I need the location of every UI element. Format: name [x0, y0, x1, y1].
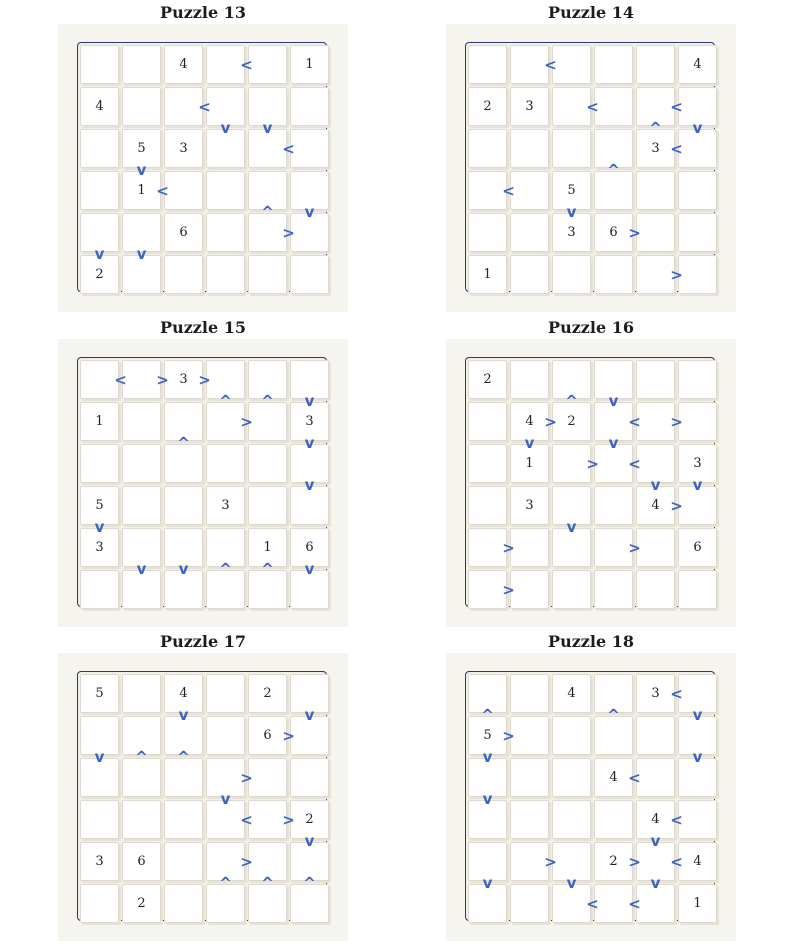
grid-cell[interactable]: [164, 884, 203, 923]
up-inequality-sign: ^: [649, 118, 662, 137]
down-inequality-sign: v: [482, 873, 493, 892]
given-number: 2: [567, 413, 576, 429]
greater-than-sign: >: [198, 370, 211, 389]
grid-cell[interactable]: [510, 800, 549, 839]
up-inequality-sign: ^: [481, 705, 494, 724]
down-inequality-sign: v: [482, 789, 493, 808]
down-inequality-sign: v: [304, 475, 315, 494]
down-inequality-sign: v: [94, 244, 105, 263]
grid-cell[interactable]: [80, 570, 119, 609]
greater-than-sign: >: [240, 768, 253, 787]
grid-cell[interactable]: [80, 45, 119, 84]
grid-cell[interactable]: [678, 360, 717, 399]
grid-cell[interactable]: [552, 255, 591, 294]
down-inequality-sign: v: [692, 747, 703, 766]
greater-than-sign: >: [282, 810, 295, 829]
puzzle-board: [465, 671, 715, 921]
less-than-sign: <: [240, 810, 253, 829]
grid-cell[interactable]: [552, 716, 591, 755]
grid-cell[interactable]: [206, 255, 245, 294]
down-inequality-sign: v: [566, 517, 577, 536]
greater-than-sign: >: [502, 538, 515, 557]
less-than-sign: <: [628, 894, 641, 913]
given-number: 2: [609, 853, 618, 869]
greater-than-sign: >: [670, 412, 683, 431]
grid-cell[interactable]: [636, 360, 675, 399]
grid-cell[interactable]: [206, 674, 245, 713]
greater-than-sign: >: [670, 265, 683, 284]
given-number: 4: [179, 56, 188, 72]
given-number: 3: [651, 140, 660, 156]
greater-than-sign: >: [544, 852, 557, 871]
grid-cell[interactable]: [510, 255, 549, 294]
grid-cell[interactable]: [510, 716, 549, 755]
down-inequality-sign: v: [304, 202, 315, 221]
less-than-sign: <: [670, 684, 683, 703]
grid-cell[interactable]: [290, 87, 329, 126]
given-number: 4: [693, 56, 702, 72]
puzzle-title: Puzzle 18: [548, 632, 634, 651]
given-number: 4: [651, 497, 660, 513]
given-number: 5: [137, 140, 146, 156]
puzzle-panel: [446, 24, 736, 312]
puzzle-panel: [446, 653, 736, 941]
down-inequality-sign: v: [608, 433, 619, 452]
puzzle-panel: [58, 24, 348, 312]
grid-cell[interactable]: [510, 758, 549, 797]
given-number: 2: [95, 266, 104, 282]
up-inequality-sign: ^: [261, 873, 274, 892]
grid-cell[interactable]: [164, 171, 203, 210]
given-number: 6: [693, 539, 702, 555]
given-number: 4: [525, 413, 534, 429]
given-number: 4: [693, 853, 702, 869]
puzzle-board: [465, 357, 715, 607]
grid-cell[interactable]: [510, 360, 549, 399]
grid-cell[interactable]: [122, 674, 161, 713]
up-inequality-sign: ^: [219, 873, 232, 892]
down-inequality-sign: v: [304, 705, 315, 724]
given-number: 6: [305, 539, 314, 555]
grid-cell[interactable]: [80, 444, 119, 483]
given-number: 2: [263, 685, 272, 701]
given-number: 5: [95, 685, 104, 701]
less-than-sign: <: [586, 97, 599, 116]
given-number: 4: [609, 769, 618, 785]
down-inequality-sign: v: [94, 747, 105, 766]
less-than-sign: <: [156, 181, 169, 200]
down-inequality-sign: v: [692, 475, 703, 494]
grid-cell[interactable]: [248, 45, 287, 84]
puzzle-panel: [446, 339, 736, 627]
greater-than-sign: >: [240, 852, 253, 871]
down-inequality-sign: v: [220, 789, 231, 808]
down-inequality-sign: v: [136, 559, 147, 578]
grid-cell[interactable]: [122, 87, 161, 126]
grid-cell[interactable]: [636, 716, 675, 755]
grid-cell[interactable]: [290, 255, 329, 294]
down-inequality-sign: v: [220, 118, 231, 137]
grid-cell[interactable]: [636, 45, 675, 84]
grid-cell[interactable]: [510, 171, 549, 210]
given-number: 3: [95, 539, 104, 555]
puzzle-panel: [58, 339, 348, 627]
down-inequality-sign: v: [482, 747, 493, 766]
grid-cell[interactable]: [206, 171, 245, 210]
grid-cell[interactable]: [552, 758, 591, 797]
up-inequality-sign: ^: [177, 747, 190, 766]
given-number: 4: [179, 685, 188, 701]
puzzle-board: [77, 42, 327, 292]
given-number: 1: [483, 266, 492, 282]
down-inequality-sign: v: [566, 873, 577, 892]
puzzle-board: [77, 357, 327, 607]
grid-cell[interactable]: [164, 842, 203, 881]
greater-than-sign: >: [282, 223, 295, 242]
given-number: 3: [305, 413, 314, 429]
grid-cell[interactable]: [468, 486, 507, 525]
grid-cell[interactable]: [678, 402, 717, 441]
grid-cell[interactable]: [552, 570, 591, 609]
grid-cell[interactable]: [510, 213, 549, 252]
given-number: 3: [693, 455, 702, 471]
given-number: 3: [525, 497, 534, 513]
grid-cell[interactable]: [290, 129, 329, 168]
grid-cell[interactable]: [468, 213, 507, 252]
less-than-sign: <: [240, 55, 253, 74]
greater-than-sign: >: [240, 412, 253, 431]
grid-cell[interactable]: [164, 255, 203, 294]
given-number: 4: [95, 98, 104, 114]
given-number: 3: [179, 140, 188, 156]
down-inequality-sign: v: [304, 559, 315, 578]
given-number: 2: [305, 811, 314, 827]
given-number: 6: [609, 224, 618, 240]
given-number: 6: [263, 727, 272, 743]
given-number: 5: [567, 182, 576, 198]
grid-cell[interactable]: [510, 884, 549, 923]
given-number: 2: [483, 371, 492, 387]
given-number: 1: [263, 539, 272, 555]
down-inequality-sign: v: [178, 559, 189, 578]
less-than-sign: <: [628, 454, 641, 473]
given-number: 1: [95, 413, 104, 429]
grid-cell[interactable]: [678, 570, 717, 609]
up-inequality-sign: ^: [177, 433, 190, 452]
given-number: 6: [137, 853, 146, 869]
greater-than-sign: >: [502, 580, 515, 599]
down-inequality-sign: v: [136, 244, 147, 263]
grid-cell[interactable]: [594, 570, 633, 609]
given-number: 3: [179, 371, 188, 387]
down-inequality-sign: v: [304, 433, 315, 452]
grid-cell[interactable]: [206, 444, 245, 483]
up-inequality-sign: ^: [219, 559, 232, 578]
puzzle-board: [465, 42, 715, 292]
less-than-sign: <: [282, 139, 295, 158]
down-inequality-sign: v: [692, 705, 703, 724]
given-number: 3: [567, 224, 576, 240]
grid-cell[interactable]: [636, 758, 675, 797]
grid-cell[interactable]: [248, 444, 287, 483]
grid-cell[interactable]: [594, 87, 633, 126]
greater-than-sign: >: [156, 370, 169, 389]
less-than-sign: <: [670, 97, 683, 116]
grid-cell[interactable]: [248, 758, 287, 797]
grid-cell[interactable]: [80, 800, 119, 839]
given-number: 4: [567, 685, 576, 701]
grid-cell[interactable]: [80, 884, 119, 923]
grid-cell[interactable]: [122, 486, 161, 525]
puzzle-title: Puzzle 17: [160, 632, 246, 651]
grid-cell[interactable]: [80, 171, 119, 210]
down-inequality-sign: v: [178, 705, 189, 724]
grid-cell[interactable]: [510, 528, 549, 567]
grid-cell[interactable]: [636, 570, 675, 609]
grid-cell[interactable]: [678, 171, 717, 210]
less-than-sign: <: [198, 97, 211, 116]
down-inequality-sign: v: [262, 118, 273, 137]
up-inequality-sign: ^: [261, 391, 274, 410]
less-than-sign: <: [544, 55, 557, 74]
grid-cell[interactable]: [678, 213, 717, 252]
given-number: 5: [95, 497, 104, 513]
given-number: 3: [651, 685, 660, 701]
given-number: 3: [221, 497, 230, 513]
less-than-sign: <: [114, 370, 127, 389]
less-than-sign: <: [670, 852, 683, 871]
grid-cell[interactable]: [122, 800, 161, 839]
less-than-sign: <: [502, 181, 515, 200]
greater-than-sign: >: [628, 223, 641, 242]
grid-cell[interactable]: [594, 45, 633, 84]
grid-cell[interactable]: [510, 570, 549, 609]
down-inequality-sign: v: [650, 475, 661, 494]
up-inequality-sign: ^: [219, 391, 232, 410]
grid-cell[interactable]: [594, 800, 633, 839]
grid-cell[interactable]: [248, 486, 287, 525]
grid-cell[interactable]: [636, 171, 675, 210]
greater-than-sign: >: [670, 496, 683, 515]
grid-cell[interactable]: [510, 674, 549, 713]
less-than-sign: <: [670, 139, 683, 158]
up-inequality-sign: ^: [607, 160, 620, 179]
grid-cell[interactable]: [594, 255, 633, 294]
up-inequality-sign: ^: [135, 747, 148, 766]
grid-cell[interactable]: [552, 45, 591, 84]
down-inequality-sign: v: [566, 202, 577, 221]
grid-cell[interactable]: [248, 255, 287, 294]
grid-cell[interactable]: [164, 800, 203, 839]
down-inequality-sign: v: [650, 831, 661, 850]
puzzle-board: [77, 671, 327, 921]
up-inequality-sign: ^: [261, 202, 274, 221]
grid-cell[interactable]: [636, 528, 675, 567]
less-than-sign: <: [628, 768, 641, 787]
greater-than-sign: >: [502, 726, 515, 745]
down-inequality-sign: v: [304, 391, 315, 410]
given-number: 6: [179, 224, 188, 240]
down-inequality-sign: v: [136, 160, 147, 179]
grid-cell[interactable]: [636, 213, 675, 252]
grid-cell[interactable]: [164, 486, 203, 525]
given-number: 1: [305, 56, 314, 72]
grid-cell[interactable]: [594, 486, 633, 525]
less-than-sign: <: [628, 412, 641, 431]
grid-cell[interactable]: [122, 402, 161, 441]
grid-cell[interactable]: [206, 213, 245, 252]
grid-cell[interactable]: [468, 129, 507, 168]
grid-cell[interactable]: [80, 129, 119, 168]
grid-cell[interactable]: [468, 402, 507, 441]
up-inequality-sign: ^: [261, 559, 274, 578]
given-number: 1: [693, 895, 702, 911]
grid-cell[interactable]: [122, 45, 161, 84]
given-number: 3: [95, 853, 104, 869]
puzzle-title: Puzzle 13: [160, 3, 246, 22]
greater-than-sign: >: [628, 852, 641, 871]
grid-cell[interactable]: [552, 129, 591, 168]
puzzle-panel: [58, 653, 348, 941]
grid-cell[interactable]: [206, 716, 245, 755]
down-inequality-sign: v: [650, 873, 661, 892]
greater-than-sign: >: [282, 726, 295, 745]
grid-cell[interactable]: [290, 758, 329, 797]
grid-cell[interactable]: [678, 800, 717, 839]
greater-than-sign: >: [628, 538, 641, 557]
down-inequality-sign: v: [608, 391, 619, 410]
up-inequality-sign: ^: [607, 705, 620, 724]
up-inequality-sign: ^: [303, 873, 316, 892]
less-than-sign: <: [586, 894, 599, 913]
grid-cell[interactable]: [552, 800, 591, 839]
grid-cell[interactable]: [122, 444, 161, 483]
down-inequality-sign: v: [692, 118, 703, 137]
less-than-sign: <: [670, 810, 683, 829]
down-inequality-sign: v: [94, 517, 105, 536]
puzzle-title: Puzzle 15: [160, 318, 246, 337]
grid-cell[interactable]: [510, 129, 549, 168]
puzzle-title: Puzzle 14: [548, 3, 634, 22]
down-inequality-sign: v: [524, 433, 535, 452]
down-inequality-sign: v: [304, 831, 315, 850]
given-number: 2: [483, 98, 492, 114]
given-number: 3: [525, 98, 534, 114]
greater-than-sign: >: [586, 454, 599, 473]
greater-than-sign: >: [544, 412, 557, 431]
given-number: 1: [525, 455, 534, 471]
puzzle-title: Puzzle 16: [548, 318, 634, 337]
up-inequality-sign: ^: [565, 391, 578, 410]
given-number: 2: [137, 895, 146, 911]
grid-cell[interactable]: [468, 444, 507, 483]
given-number: 1: [137, 182, 146, 198]
given-number: 4: [651, 811, 660, 827]
grid-cell[interactable]: [468, 45, 507, 84]
given-number: 5: [483, 727, 492, 743]
grid-cell[interactable]: [678, 255, 717, 294]
